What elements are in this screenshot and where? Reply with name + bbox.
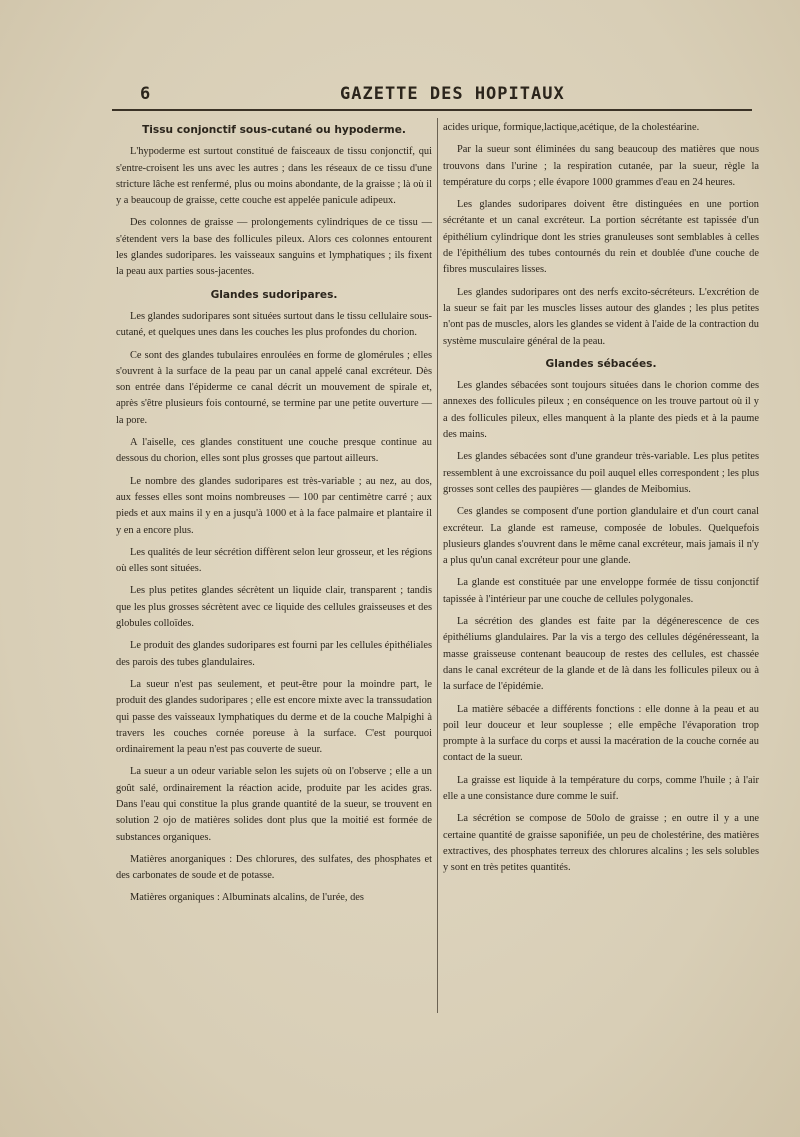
paragraph: Des colonnes de graisse — prolongements cylindriques de ce tissu — s'étendent vers la base des follicules pileux. Alors ces colonnes entourent les glandes sudoripares. les vaisseaux sanguins et lymphatiques ; ils fixent la peau aux parties sous-jacentes.: [116, 217, 432, 278]
paragraph: La sueur a un odeur variable selon les sujets où on l'observe ; elle a un goût salé, ordinairement la réaction acide, produite par les acides gras. Dans l'eau qui constitue la plus grande quantité de la sueur, se trouvent en solution 2 ojo de matières solides dont plus que la moitié est formée de substances organiques.: [116, 766, 432, 843]
paragraph: L'hypoderme est surtout constitué de faisceaux de tissu conjonctif, qui s'entre-croisent les uns avec les autres ; dans les réseaux de ce tissu d'une stricture lâche est renfermé, plus ou moins abondante, de la graisse ; là où il y a beaucoup de graisse, cette couche est appelée panicule adipeux.: [116, 146, 432, 207]
header-rule: [112, 109, 752, 111]
paragraph: La matière sébacée a différents fonctions : elle donne à la peau et au poil leur douceur et leur souplesse ; elle empêche l'évaporation trop prompte à la surface du corps et aussi la macération de la couche cornée au contact de la sueur.: [443, 703, 759, 764]
paragraph: Les glandes sudoripares ont des nerfs excito-sécréteurs. L'excrétion de la sueur se fait par les muscles lisses autour des glandes ; les plus petites n'ont pas de muscles, alors les glandes se vident à l'aide de la contraction du système musculaire général de la peau.: [443, 286, 759, 347]
paragraph: La sécrétion se compose de 50olo de graisse ; en outre il y a une certaine quantité de graisse saponifiée, un peu de cholestérine, des matières extractives, des phosphates terreux des chlorures alcalins ; les sels solubles y sont en très petites quantités.: [443, 813, 759, 874]
section-heading-glandes-sebacees: Glandes sébacées.: [545, 357, 657, 370]
paragraph: A l'aiselle, ces glandes constituent une couche presque continue au dessous du chorion, elles sont plus grosses que partout ailleurs.: [116, 437, 432, 465]
paragraph: Les qualités de leur sécrétion diffèrent selon leur grosseur, et les régions où elles sont situées.: [116, 546, 432, 575]
page-header: [110, 84, 750, 110]
paragraph: Matières anorganiques : Des chlorures, des sulfates, des phosphates et des carbonates de soude et de potasse.: [116, 853, 432, 882]
paragraph: Les plus petites glandes sécrètent un liquide clair, transparent ; tandis que les plus grosses sécrètent avec ce liquide des cellules graisseuses et des globules colloïdes.: [116, 585, 432, 630]
paragraph: Le nombre des glandes sudoripares est très-variable ; au nez, au dos, aux fesses elles sont moins nombreuses — 100 par centimètre carré ; aux pieds et aux mains il y en a jusqu'à 1000 et à la face palmaire et plantaire il y en a encore plus.: [116, 475, 432, 536]
page-number: 6: [140, 84, 151, 104]
paragraph: La graisse est liquide à la température du corps, comme l'huile ; à l'air elle a une consistance dure comme le suif.: [443, 774, 759, 802]
left-column: [116, 120, 432, 913]
paragraph: La sueur n'est pas seulement, et peut-être pour la moindre part, le produit des glandes sudoripares ; elle est encore mixte avec la transsudation qui passe des vaisseaux lymphatiques du derme et de la couche Malpighi à travers les couches cornée poreuse à la surface. C'est pourquoi ordinairement la peau n'est pas couverte de sueur.: [116, 678, 432, 756]
paragraph: Par la sueur sont éliminées du sang beaucoup des matières que nous trouvons dans l'urine ; la respiration cutanée, par la sueur, règle la température du corps ; elle évapore 1000 grammes d'eau en 24 heures.: [443, 144, 759, 188]
paragraph: Les glandes sébacées sont d'une grandeur très-variable. Les plus petites ressemblent à une excroissance du poil auquel elles correspondent ; les plus grosses sont celles des paupières — glandes de Meibomius.: [443, 451, 759, 495]
paragraph: Les glandes sébacées sont toujours situées dans le chorion comme des annexes des follicules pileux ; en conséquence on les trouve partout où il y a des follicules pileux, elles manquent à la plante des pieds et à la paume des mains.: [443, 380, 759, 441]
paragraph: Ces glandes se composent d'une portion glandulaire et d'un court canal excréteur. La glande est rameuse, composée de lobules. Quelquefois plusieurs glandes s'ouvrent dans le même canal excréteur, mais jamais il n'y a plus qu'un canal excréteur pour une glande.: [443, 506, 759, 567]
section-heading-glandes-sudoripares: Glandes sudoripares.: [210, 288, 338, 301]
paragraph: Ce sont des glandes tubulaires enroulées en forme de glomérules ; elles s'ouvrent à la surface de la peau par un canal appelé canal excréteur. Dès son entrée dans l'épiderme ce canal décrit un mouvement de spirale et, après s'être plusieurs fois contourné, se termine par une petite ouverture — la pore.: [116, 349, 432, 426]
journal-title: GAZETTE DES HOPITAUX: [340, 84, 565, 104]
paragraph: Matières organiques : Albuminats alcalins, de l'urée, des: [130, 892, 364, 904]
paragraph: Les glandes sudoripares sont situées surtout dans le tissu cellulaire sous-cutané, et quelques unes dans les couches les plus profondes du chorion.: [116, 310, 432, 339]
section-heading-tissu-conjonctif: Tissu conjonctif sous-cutané ou hypoderme.: [142, 124, 406, 136]
paragraph: La glande est constituée par une enveloppe formée de tissu conjonctif tapissée à l'intérieur par une couche de cellules polygonales.: [443, 577, 759, 605]
paragraph: Le produit des glandes sudoripares est fourni par les cellules épithéliales des parois des tubes glandulaires.: [116, 640, 432, 668]
column-divider: [437, 118, 438, 1013]
paragraph: La sécrétion des glandes est faite par la dégénerescence de ces épithéliums glandulaires. Par la vis a tergo des cellules dégénéresseant, la masse graisseuse contenant beaucoup de restes des cellules, est chassée dans le canal excréteur de la glande et de là dans les follicules pileux ou à la surface de l'épidémie.: [443, 616, 759, 693]
right-column: [443, 120, 759, 882]
paragraph: acides urique, formique,lactique,acétique, de la cholestéarine.: [443, 122, 700, 133]
paragraph: Les glandes sudoripares doivent être distinguées en une portion sécrétante et un canal excréteur. La portion sécrétante est tapissée d'un épithélium cylindrique dont les stries granuleuses sont semblables à celles de l'épithélium des tubes contournés du rein et doublée d'une couche de fibres musculaires lisses.: [443, 199, 759, 276]
